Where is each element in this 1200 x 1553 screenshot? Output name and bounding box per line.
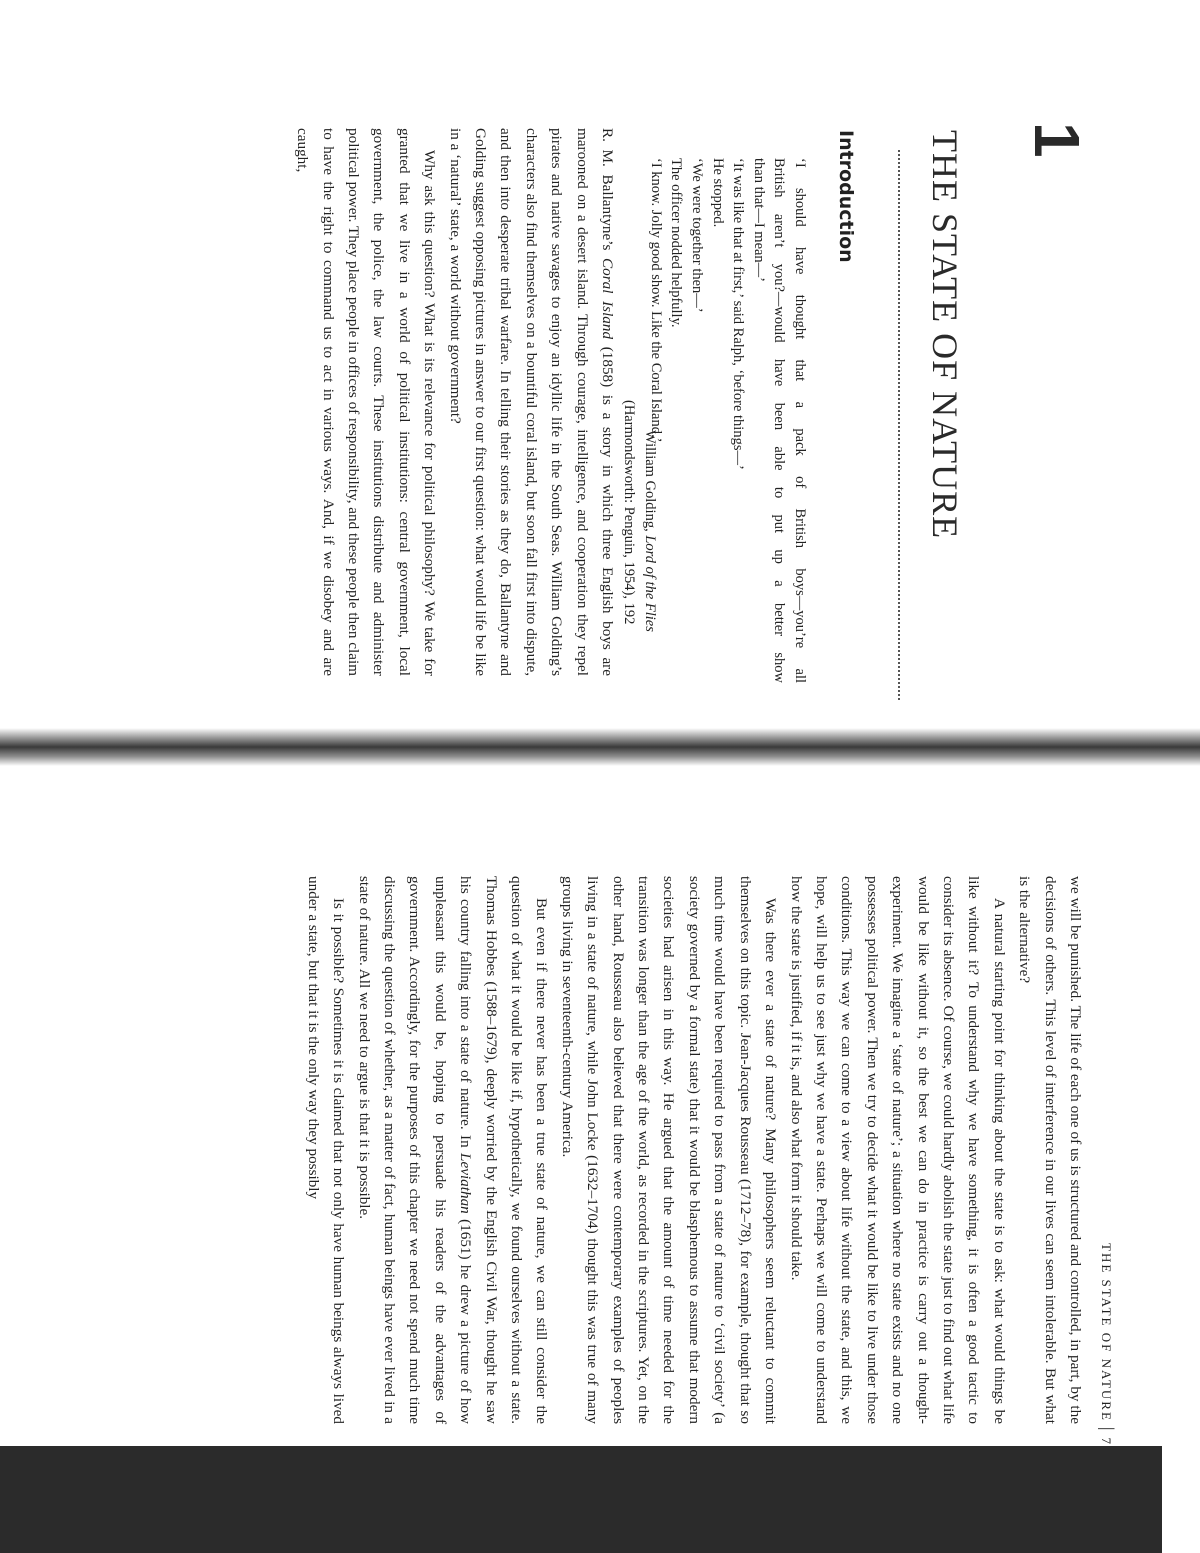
paragraph-text: (1651) he drew a picture of how unpleasant this would be, hoping to persuade his readers of the advantages of government. Accordingly, for the purposes of this chapter we need not spend much time discussing the question of whether, as a matter of fact, human beings have ever lived in a state of nature. All we need to argue is that it is possible. [355,876,475,1424]
book-title: Coral Island [599,258,616,340]
book-title: Leviathan [457,1153,475,1214]
running-head-title: THE STATE OF NATURE [1099,1243,1114,1422]
right-body-text [300,876,1088,1424]
epigraph-line: ‘I should have thought that a pack of British boys—you’re all [792,158,808,683]
paragraph-text: But even if there never has been a true state of nature, we can still consider the question of what it would be like if, hypothetically, we found ourselves without a state. Thomas Hobbes (1588–1679), deeply worried by the English Civil War, thought he saw his country falling into a state of nature. In [457,876,551,1424]
page-number: 7 [1099,1437,1114,1446]
book-gutter [0,728,1200,766]
scan-edge-shadow [0,1446,1162,1553]
attribution-author: William Golding, [642,430,658,536]
paragraph-text: R. M. Ballantyne’s [599,128,616,259]
chapter-number: 1 [1021,122,1093,158]
attribution-publisher: (Harmondsworth: Penguin, 1954), 192 [621,400,638,625]
epigraph-attribution [619,400,660,700]
attribution-title: Lord of the Flies [642,535,658,632]
paragraph: we will be punished. The life of each one of us is structured and controlled, in part, by the decisions of others. This level of interference in our lives can seem intolerable. But what is the alternative? [1016,876,1084,1424]
epigraph-line: than that—I mean—’ [750,158,767,283]
epigraph [645,158,810,683]
epigraph-line: ‘We were together then—’ [689,158,706,313]
epigraph-line: He stopped. [709,158,726,228]
running-head [1098,996,1118,1446]
epigraph-line: ‘It was like that at first,’ said Ralph, ‘before things—’ [730,158,747,470]
paragraph: Why ask this question? What is its relevance for political philosophy? We take for granted that we live in a world of political institutions: central government, local government, the police, the law courts. These institutions distribute and administer political power. They place people in offices of responsibility, and these people then claim to have the right to command us to act in various ways. And, if we disobey and are caught, [294,128,439,676]
paragraph: A natural starting point for thinking about the state is to ask: what would things be like without it? To understand why we have something, it is often a good tactic to consider its absence. Of course, we could hardly abolish the state just to find out what life would be like without it, so the best we can do in practice is carry out a thought-experiment. We imagine a ‘state of nature’; a situation where no state exists and no one possesses political power. Then we try to decide what it would be like to live under those conditions. This way we can come to a view about life without the state, and this, we hope, will help us to see just why we have a state. Perhaps we will come to understand how the state is justified, if it is, and also what form it should take. [787,876,1008,1424]
right-page [0,766,1200,1446]
chapter-title: THE STATE OF NATURE [925,130,965,540]
paragraph [351,876,554,1424]
section-heading: Introduction [835,130,857,263]
paragraph-text: (1858) is a story in which three English boys are marooned on a desert island. Through courage, intelligence, and cooperation they repel pirates and native savages to enjoy an idyllic life in the South Seas. William Golding’s characters also find themselves on a bountiful coral island, but soon fall first into dispute, and then into desperate tribal warfare. In telling their stories as they do, Ballantyne and Golding suggest opposing pictures in answer to our first question: what would life be like in a ‘natural’ state, a world without government? [446,128,616,676]
paragraph [442,128,620,676]
epigraph-line: The officer nodded helpfully. [668,158,685,328]
epigraph-line: British aren’t you?—would have been able to put up a better show [771,158,788,683]
paragraph: Is it possible? Sometimes it is claimed that not only have human beings always lived under a state, but that it is the only way they possibly [304,876,348,1424]
paragraph: Was there ever a state of nature? Many philosophers seem reluctant to commit themselves on this topic. Jean-Jacques Rousseau (1712–78), for example, thought that so much time would have been required to pass from a state of nature to ‘civil society’ (a society governed by a formal state) that it would be blasphemous to assume that modern societies had arisen in this way. He argued that the amount of time needed for the transition was longer than the age of the world, as recorded in the scriptures. Yet, on the other hand, Rousseau also believed that there were contemporary examples of peoples living in a state of nature, while John Locke (1632–1704) thought this was true of many groups living in seventeenth-century America. [558,876,780,1424]
epigraph-line: ‘I know. Jolly good show. Like the Coral Island.’ [647,158,664,443]
running-head-separator: | [1098,1426,1118,1433]
left-body-text [290,128,620,676]
left-page [0,0,1200,728]
title-divider [898,150,900,700]
